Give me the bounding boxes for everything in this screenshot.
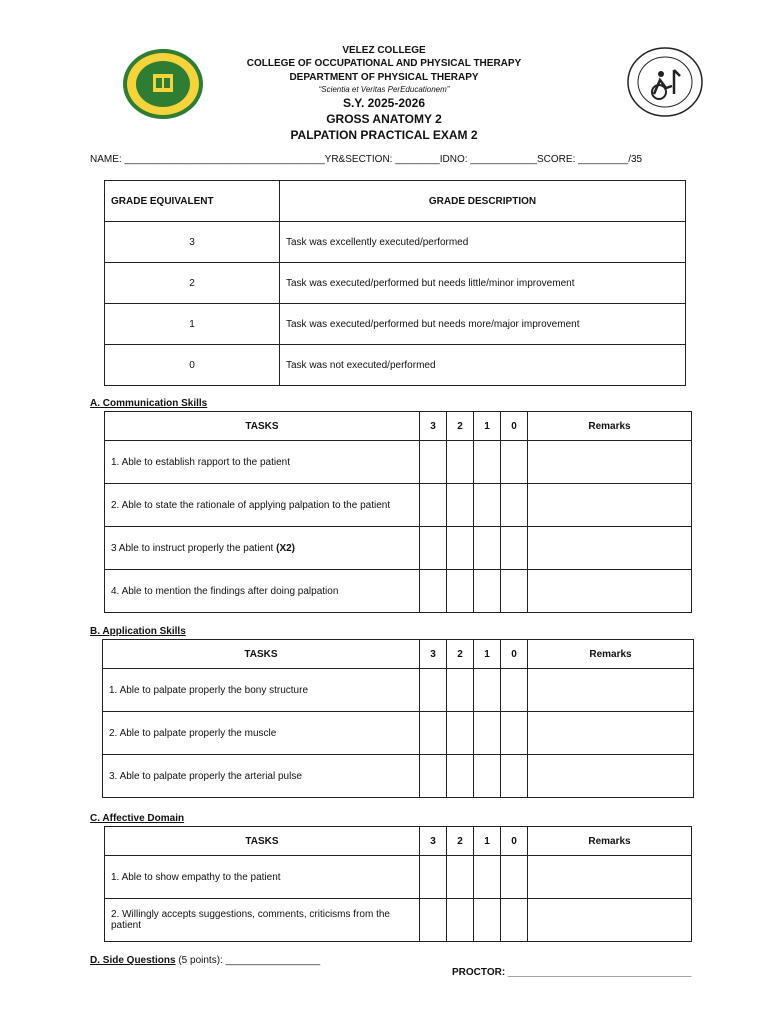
- task-text: 3. Able to palpate properly the arterial pulse: [103, 755, 420, 798]
- communication-skills-table: [104, 411, 692, 613]
- score-1-cell[interactable]: [474, 484, 501, 527]
- score-0-cell[interactable]: [501, 669, 528, 712]
- grade-value: 3: [105, 222, 280, 263]
- grade-description-header: GRADE DESCRIPTION: [280, 181, 686, 222]
- application-skills-table: [102, 639, 694, 798]
- grade-row: [105, 222, 686, 263]
- grade-row: [105, 345, 686, 386]
- motto: “Scientia et Veritas PerEducationem”: [318, 85, 450, 94]
- side-questions-points: (5 points): _________________: [175, 955, 321, 966]
- score-2-header: 2: [447, 412, 474, 441]
- grade-row: [105, 263, 686, 304]
- score-2-cell[interactable]: [447, 712, 474, 755]
- task-row: [103, 755, 694, 798]
- double-weight-marker: (X2): [276, 542, 296, 554]
- score-1-cell[interactable]: [474, 527, 501, 570]
- tasks-header: TASKS: [105, 827, 420, 856]
- grade-legend-table: [104, 180, 686, 386]
- score-3-cell[interactable]: [420, 712, 447, 755]
- grade-value: 0: [105, 345, 280, 386]
- remarks-cell[interactable]: [528, 570, 692, 613]
- score-3-cell[interactable]: [420, 669, 447, 712]
- affective-domain-table: [104, 826, 692, 942]
- grade-description: Task was excellently executed/performed: [280, 222, 686, 263]
- score-2-cell[interactable]: [447, 441, 474, 484]
- score-2-header: 2: [447, 640, 474, 669]
- score-1-cell[interactable]: [474, 712, 501, 755]
- score-3-header: 3: [420, 412, 447, 441]
- score-2-header: 2: [447, 827, 474, 856]
- grade-description: Task was executed/performed but needs little/minor improvement: [280, 263, 686, 304]
- remarks-cell[interactable]: [528, 484, 692, 527]
- remarks-cell[interactable]: [528, 527, 692, 570]
- score-0-cell[interactable]: [501, 441, 528, 484]
- grade-value: 1: [105, 304, 280, 345]
- task-row: [103, 669, 694, 712]
- task-row: [105, 484, 692, 527]
- score-0-cell[interactable]: [501, 712, 528, 755]
- section-a-title: A. Communication Skills: [90, 398, 208, 409]
- task-row: [103, 712, 694, 755]
- task-row: [105, 527, 692, 570]
- remarks-header: Remarks: [528, 640, 694, 669]
- course-title: GROSS ANATOMY 2: [326, 112, 442, 126]
- score-3-cell[interactable]: [420, 441, 447, 484]
- task-text: 2. Able to palpate properly the muscle: [103, 712, 420, 755]
- task-row: [105, 441, 692, 484]
- side-questions-label: D. Side Questions: [90, 955, 176, 966]
- grade-value: 2: [105, 263, 280, 304]
- score-1-cell[interactable]: [474, 570, 501, 613]
- score-3-cell[interactable]: [420, 527, 447, 570]
- college-name: VELEZ COLLEGE: [342, 45, 426, 56]
- score-1-cell[interactable]: [474, 669, 501, 712]
- score-3-header: 3: [420, 640, 447, 669]
- task-text: 2. Willingly accepts suggestions, comments, criticisms from the patient: [105, 899, 420, 942]
- task-row: [105, 899, 692, 942]
- grade-equivalent-header: GRADE EQUIVALENT: [105, 181, 280, 222]
- department-name: DEPARTMENT OF PHYSICAL THERAPY: [289, 72, 479, 83]
- score-2-cell[interactable]: [447, 527, 474, 570]
- task-text: 1. Able to establish rapport to the patient: [105, 441, 420, 484]
- grade-row: [105, 304, 686, 345]
- score-2-cell[interactable]: [447, 669, 474, 712]
- score-1-header: 1: [474, 412, 501, 441]
- remarks-cell[interactable]: [528, 755, 694, 798]
- remarks-cell[interactable]: [528, 856, 692, 899]
- score-0-cell[interactable]: [501, 484, 528, 527]
- score-0-cell[interactable]: [501, 527, 528, 570]
- proctor-line: PROCTOR: _________________________________: [452, 967, 692, 978]
- grade-description: Task was executed/performed but needs more/major improvement: [280, 304, 686, 345]
- score-2-cell[interactable]: [447, 484, 474, 527]
- score-2-cell[interactable]: [447, 755, 474, 798]
- score-0-cell[interactable]: [501, 755, 528, 798]
- task-text: 2. Able to state the rationale of applying palpation to the patient: [105, 484, 420, 527]
- side-questions-line: [90, 955, 320, 966]
- remarks-header: Remarks: [528, 827, 692, 856]
- task-row: [105, 570, 692, 613]
- score-1-cell[interactable]: [474, 441, 501, 484]
- score-0-cell[interactable]: [501, 570, 528, 613]
- college-department: COLLEGE OF OCCUPATIONAL AND PHYSICAL THERAPY: [246, 58, 522, 69]
- score-0-cell[interactable]: [501, 856, 528, 899]
- score-0-cell[interactable]: [501, 899, 528, 942]
- remarks-header: Remarks: [528, 412, 692, 441]
- score-3-cell[interactable]: [420, 899, 447, 942]
- task-text-cell: [105, 527, 420, 570]
- grade-description: Task was not executed/performed: [280, 345, 686, 386]
- task-text: 3 Able to instruct properly the patient: [111, 542, 274, 554]
- task-text: 4. Able to mention the findings after doing palpation: [105, 570, 420, 613]
- score-1-header: 1: [474, 827, 501, 856]
- score-1-cell[interactable]: [474, 856, 501, 899]
- section-b-title: B. Application Skills: [90, 626, 186, 637]
- student-info-line: NAME: ____________________________________YR&SECTION: ________IDNO: ____________SCORE: _________/35: [90, 154, 643, 165]
- score-0-header: 0: [501, 640, 528, 669]
- score-3-cell[interactable]: [420, 755, 447, 798]
- school-year: S.Y. 2025-2026: [342, 96, 426, 110]
- score-3-cell[interactable]: [420, 856, 447, 899]
- tasks-header: TASKS: [103, 640, 420, 669]
- score-2-cell[interactable]: [447, 856, 474, 899]
- section-c-title: C. Affective Domain: [90, 813, 185, 824]
- remarks-cell[interactable]: [528, 669, 694, 712]
- tasks-header: TASKS: [105, 412, 420, 441]
- score-3-cell[interactable]: [420, 484, 447, 527]
- score-2-cell[interactable]: [447, 570, 474, 613]
- score-1-cell[interactable]: [474, 755, 501, 798]
- exam-title: PALPATION PRACTICAL EXAM 2: [290, 128, 478, 142]
- task-text: 1. Able to palpate properly the bony structure: [103, 669, 420, 712]
- task-text: 1. Able to show empathy to the patient: [105, 856, 420, 899]
- score-2-cell[interactable]: [447, 899, 474, 942]
- remarks-cell[interactable]: [528, 712, 694, 755]
- score-1-header: 1: [474, 640, 501, 669]
- score-3-header: 3: [420, 827, 447, 856]
- score-3-cell[interactable]: [420, 570, 447, 613]
- remarks-cell[interactable]: [528, 441, 692, 484]
- score-1-cell[interactable]: [474, 899, 501, 942]
- score-0-header: 0: [501, 412, 528, 441]
- task-row: [105, 856, 692, 899]
- remarks-cell[interactable]: [528, 899, 692, 942]
- score-0-header: 0: [501, 827, 528, 856]
